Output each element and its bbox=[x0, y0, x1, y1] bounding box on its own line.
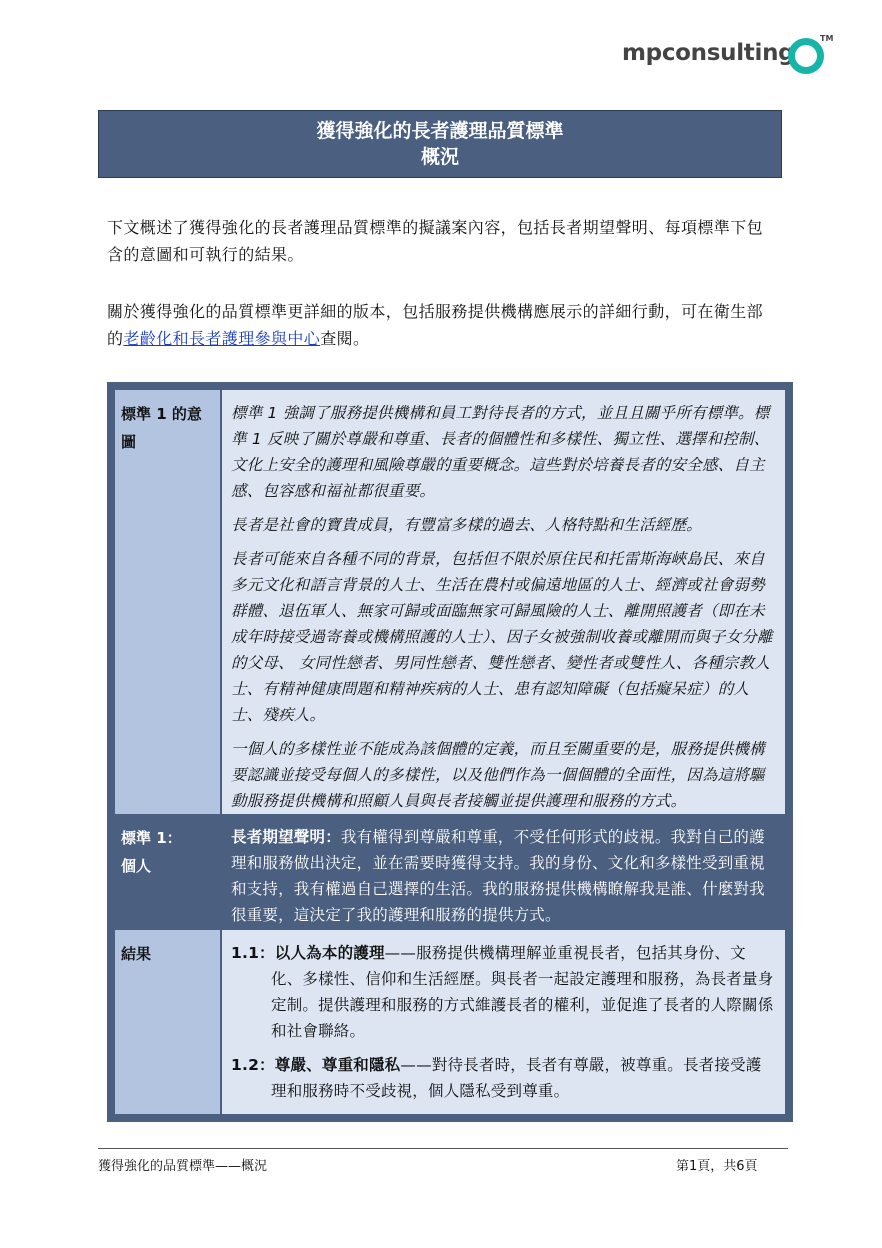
standard-label-line-1: 標準 1： bbox=[121, 829, 182, 847]
outcome-1-1 bbox=[231, 940, 777, 1044]
page-number: 第1頁，共6頁 bbox=[676, 1159, 758, 1174]
para2-text-after: 查閱。 bbox=[320, 329, 370, 348]
outcome-1-1-text: ——服務提供機構理解並重視長者，包括其身份、文化、多樣性、信仰和生活經歷。與長者一起設定護理和服務，為長者量身定制。提供護理和服務的方式維護長者的權利，並促進了長者的人際關係和社會聯絡。 bbox=[271, 944, 774, 1040]
outcome-1-2-number: 1.2： bbox=[231, 1056, 275, 1074]
outcome-label-cell bbox=[115, 930, 220, 1114]
outcome-1-1-title: 以人為本的護理 bbox=[274, 944, 385, 962]
standard-statement-cell bbox=[222, 814, 785, 922]
standards-table bbox=[107, 382, 793, 1122]
standard-label-line-2: 個人 bbox=[121, 857, 152, 875]
footer-divider bbox=[98, 1148, 788, 1149]
outcome-content-cell bbox=[222, 930, 785, 1114]
intent-paragraph-1: 標準 1 強調了服務提供機構和員工對待長者的方式，並且且關乎所有標準。標準 1 反映了關於尊嚴和尊重、長者的個體性和多樣性、獨立性、選擇和控制、文化上安全的護理和風險尊嚴的重要概念。這些對於培養長者的安全感、自主感、包容感和福祉都很重要。 bbox=[231, 404, 770, 500]
standard-label-cell bbox=[115, 814, 220, 922]
expectation-statement-text: 我有權得到尊嚴和尊重，不受任何形式的歧視。我對自己的護理和服務做出決定，並在需要時獲得支持。我的身份、文化和多樣性受到重視和支持，我有權過自己選擇的生活。我的服務提供機構瞭解我是誰、什麼對我很重要，這決定了我的護理和服務的提供方式。 bbox=[231, 828, 765, 924]
expectation-statement-label: 長者期望聲明： bbox=[231, 828, 341, 846]
outcome-1-1-number: 1.1： bbox=[231, 944, 275, 962]
intent-paragraph-4: 一個人的多樣性並不能成為該個體的定義，而且至關重要的是，服務提供機構要認識並接受每個人的多樣性，以及他們作為一個個體的全面性，因為這將驅動服務提供機構和照顧人員與長者接觸並提供護理和服務的方式。 bbox=[231, 740, 765, 810]
intent-label-cell bbox=[115, 390, 220, 814]
intro-paragraph-2 bbox=[107, 298, 777, 352]
logo-ring-icon bbox=[788, 38, 824, 74]
intent-content-cell bbox=[222, 390, 785, 814]
outcome-1-2-title: 尊嚴、尊重和隱私 bbox=[274, 1056, 401, 1074]
logo-text: mpconsulting bbox=[622, 40, 795, 66]
mpconsulting-logo bbox=[622, 34, 837, 76]
outcome-1-2-text: ——對待長者時，長者有尊嚴，被尊重。長者接受護理和服務時不受歧視，個人隱私受到尊重。 bbox=[271, 1056, 762, 1100]
intro-paragraph-1: 下文概述了獲得強化的長者護理品質標準的擬議案內容，包括長者期望聲明、每項標準下包含的意圖和可執行的結果。 bbox=[107, 218, 764, 264]
intent-label: 標準 1 的意圖 bbox=[121, 405, 202, 451]
outcome-label: 結果 bbox=[121, 945, 152, 963]
footer-title: 獲得強化的品質標準——概況 bbox=[98, 1159, 268, 1174]
intent-paragraph-2: 長者是社會的寶貴成員，有豐富多樣的過去、人格特點和生活經歷。 bbox=[231, 516, 703, 534]
para2-text-before: 關於獲得強化的品質標準更詳細的版本，包括服務提供機構應展示的詳細行動，可在衛生部的 bbox=[107, 302, 764, 348]
intent-paragraph-3: 長者可能來自各種不同的背景，包括但不限於原住民和托雷斯海峽島民、來自多元文化和語言背景的人士、生活在農村或偏遠地區的人士、經濟或社會弱勢群體、退伍軍人、無家可歸或面臨無家可歸風險的人士、離開照護者（即在未成年時接受過寄養或機構照護的人士）、因子女被強制收養或離開而與子女分離的父母、 女同性戀者、男同性戀者、雙性戀者、變性者或雙性人、各種宗教人士、有精神健康問題和精神疾病的人士、患有認知障礙（包括癡呆症）的人士、殘疾人。 bbox=[231, 550, 773, 724]
title-line-2: 概況 bbox=[420, 146, 459, 168]
page-title bbox=[98, 110, 782, 178]
engagement-hub-link[interactable]: 老齡化和長者護理參與中心 bbox=[123, 329, 321, 348]
outcome-1-2 bbox=[231, 1052, 777, 1104]
title-line-1: 獲得強化的長者護理品質標準 bbox=[316, 120, 564, 142]
logo-trademark: TM bbox=[820, 34, 834, 43]
